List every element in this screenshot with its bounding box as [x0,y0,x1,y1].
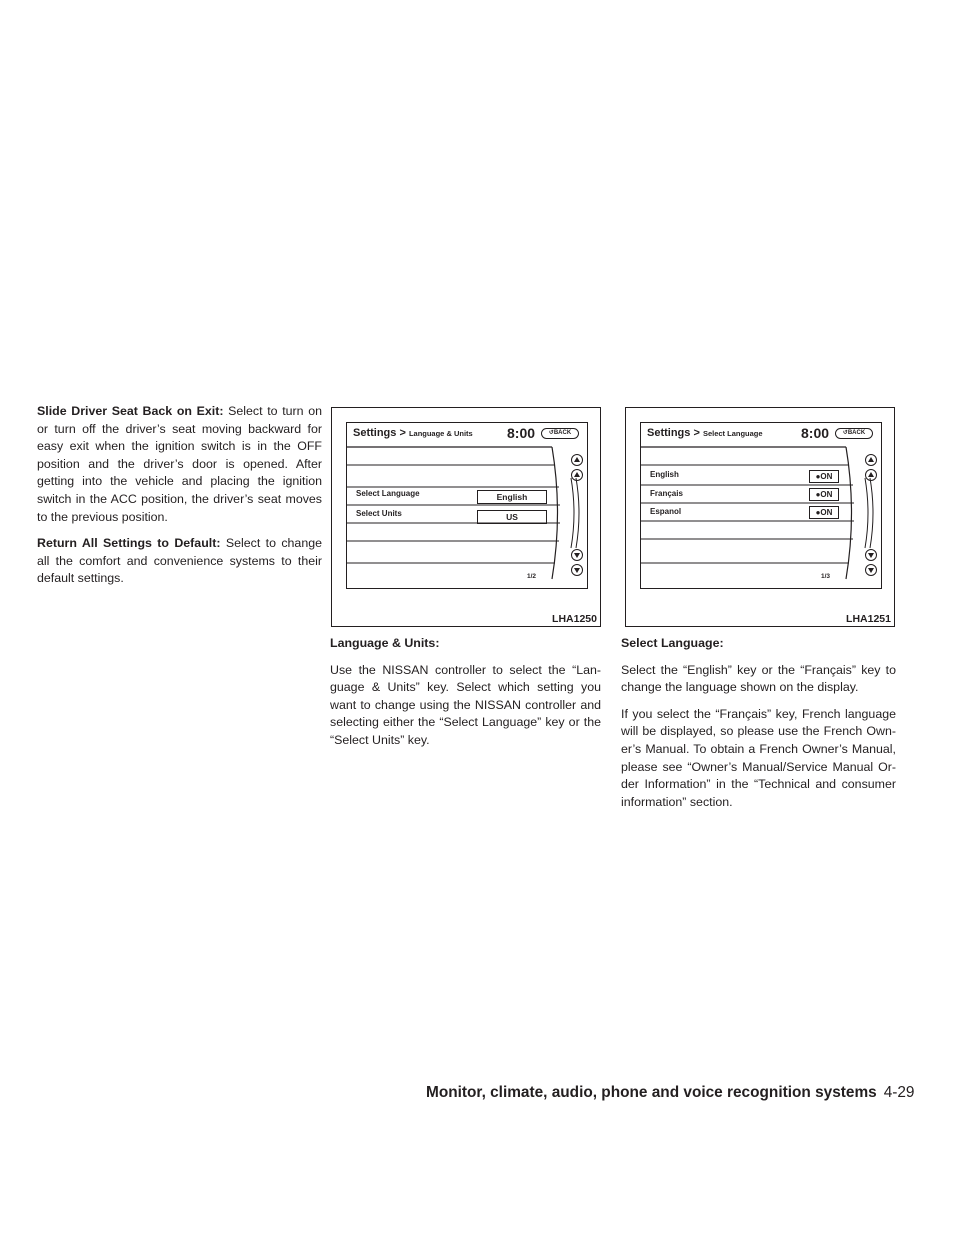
scroll-up-icon [570,453,584,483]
desc-return-default: Select to change all the comfort and convenience systems to their default settings. [37,536,322,586]
term-return-default: Return All Settings to Default: [37,536,221,551]
screen-frame-lines [347,423,588,589]
header-title: Settings > [353,427,406,439]
back-arrow-icon: ↺ [548,430,554,436]
heading-language-units: Language & Units: [330,636,440,650]
value-box-units[interactable]: US [477,510,547,524]
on-label: ON [820,508,833,517]
header-subtitle: Select Language [702,429,763,438]
figure-code: LHA1250 [552,613,597,625]
clock-display: 8:00 [507,425,536,441]
term-slide-seat: Slide Driver Seat Back on Exit: [37,404,224,418]
page-indicator: 1/3 [821,573,831,580]
row-label-english: English [650,470,679,479]
on-label: ON [820,490,833,499]
paragraph-language-units: Use the NISSAN controller to select the “Lan-guage & Units” key. Select which setting you want to change using the NISSAN controller and selecting either the “Select Language” key or the “Select Units” key. [330,662,601,747]
scroll-down-icon [864,548,878,578]
on-label: ON [820,472,833,481]
paragraph-select-language-1: Select the “English” key or the “Français” key to change the language shown on the display. [621,662,896,695]
header-subtitle: Language & Units [408,429,473,438]
row-label-francais: Français [650,489,683,498]
row-label-espanol: Espanol [650,507,682,516]
heading-select-language: Select Language: [621,636,724,650]
paragraph-slide-seat [37,403,322,526]
screen-header [647,427,763,439]
back-button[interactable] [835,428,873,439]
figure-language-units [331,407,601,627]
middle-column [330,635,601,759]
scroll-down-icon [570,548,584,578]
footer-section-title: Monitor, climate, audio, phone and voice recognition systems [426,1084,877,1101]
row-label-select-units: Select Units [356,509,402,518]
on-box-english[interactable] [809,470,839,483]
screen-header [353,427,473,439]
figure-code: LHA1251 [846,613,891,625]
screen-select-language [640,422,882,589]
back-arrow-icon: ↺ [842,430,848,436]
page-number: 4-29 [883,1084,915,1101]
page-indicator: 1/2 [527,573,537,580]
figure-select-language [625,407,895,627]
back-label: BACK [847,430,866,436]
scroll-up-icon [864,453,878,483]
radio-dot-icon: ● [815,472,821,481]
screen-language-units [346,422,588,589]
row-label-select-language: Select Language [356,489,420,498]
radio-dot-icon: ● [815,508,821,517]
value-box-language[interactable]: English [477,490,547,504]
header-title: Settings > [647,427,700,439]
clock-display: 8:00 [801,425,830,441]
desc-slide-seat: Select to turn on or turn off the driver’s seat moving backward for easy exit when the ignition switch is in the OFF position and the driver’s door is opened. After getting into the vehicle and placing the ignition switch in the ACC position, the driver’s seat moves to the previous position. [37,404,322,524]
radio-dot-icon: ● [815,490,821,499]
page-footer [426,1084,915,1102]
paragraph-select-language-2: If you select the “Français” key, French language will be displayed, so please use the French Own-er’s Manual. To obtain a French Owner’s Manual, please see “Owner’s Manual/Service Manual Or-der Information” in the “Technical and consumer information” section. [621,706,896,809]
screen-frame-lines [641,423,882,589]
left-column [37,403,322,597]
on-box-espanol[interactable] [809,506,839,519]
paragraph-return-default [37,535,322,588]
on-box-francais[interactable] [809,488,839,501]
back-button[interactable] [541,428,579,439]
right-column [621,635,896,820]
back-label: BACK [553,430,572,436]
